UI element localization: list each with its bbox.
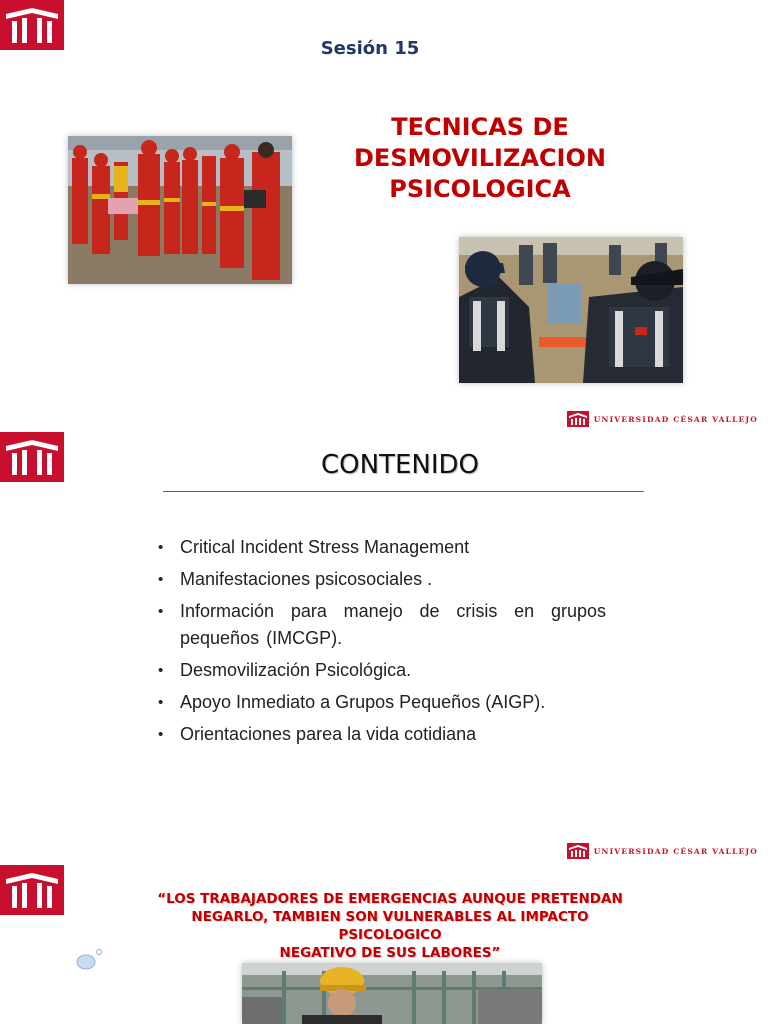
bubbles-icon: [76, 948, 106, 972]
rescue-photo: [459, 237, 683, 383]
ucv-logo-icon: [0, 432, 64, 482]
list-item: • Apoyo Inmediato a Grupos Pequeños (AIGP).: [158, 689, 606, 716]
ucv-logo-icon: [0, 865, 64, 915]
slide-3: [0, 862, 768, 1024]
list-item: • Manifestaciones psicosociales .: [158, 566, 606, 593]
quote-line: NEGARLO, TAMBIEN SON VULNERABLES AL IMPACTO PSICOLOGICO: [191, 909, 589, 943]
university-brand: [567, 410, 758, 428]
quote-line: NEGATIVO DE SUS LABORES”: [279, 945, 501, 961]
list-item: • Desmovilización Psicológica.: [158, 657, 606, 684]
session-label: Sesión 15: [320, 38, 420, 59]
firefighter-photo: [242, 963, 542, 1024]
firefighters-photo: [68, 136, 292, 284]
list-item: • Información para manejo de crisis en grupos pequeños (IMCGP).: [158, 598, 606, 652]
university-brand: [567, 842, 758, 860]
slide-2: [0, 430, 768, 862]
list-item: • Critical Incident Stress Management: [158, 534, 606, 561]
slide-1: [0, 0, 768, 430]
ucv-mark-icon: [567, 411, 589, 427]
content-heading: CONTENIDO: [321, 450, 479, 480]
slide-title: [320, 112, 640, 205]
list-item: • Orientaciones parea la vida cotidiana: [158, 721, 606, 748]
university-name: UNIVERSIDAD CÉSAR VALLEJO: [593, 846, 758, 856]
title-line: TECNICAS DE: [391, 113, 569, 141]
university-name: UNIVERSIDAD CÉSAR VALLEJO: [593, 414, 758, 424]
content-list: [158, 534, 606, 753]
heading-divider: [163, 491, 644, 492]
title-line: PSICOLOGICA: [389, 175, 571, 203]
quote-text: [150, 890, 630, 962]
title-line: DESMOVILIZACION: [354, 144, 606, 172]
ucv-logo-icon: [0, 0, 64, 50]
ucv-mark-icon: [567, 843, 589, 859]
quote-line: “LOS TRABAJADORES DE EMERGENCIAS AUNQUE PRETENDAN: [157, 891, 623, 907]
